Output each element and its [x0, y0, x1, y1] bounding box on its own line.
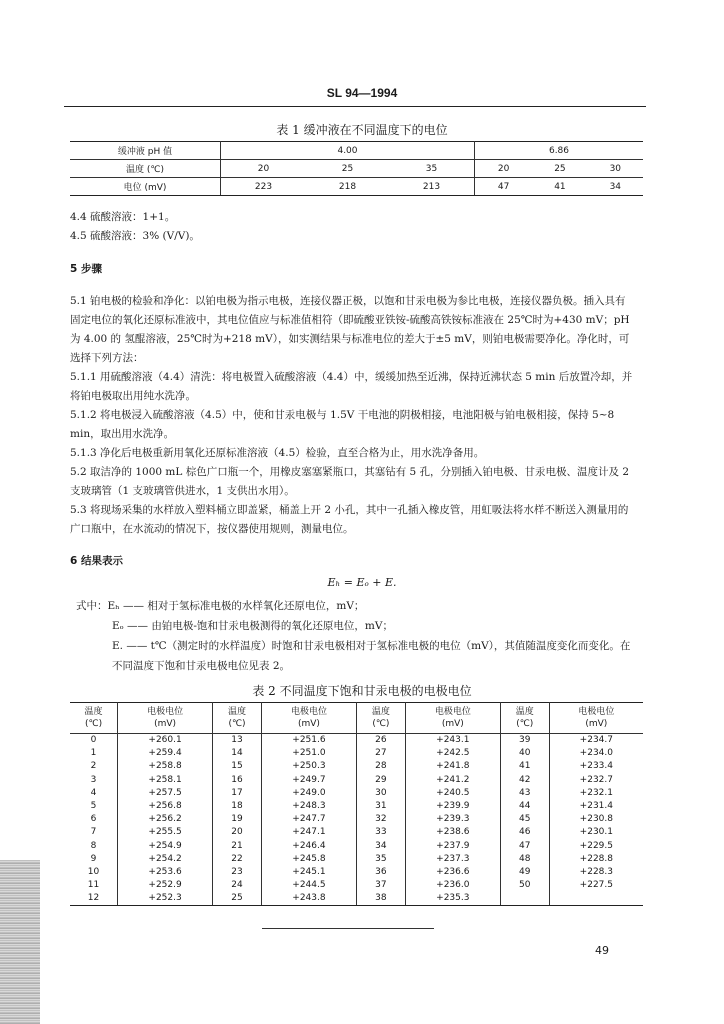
temp-cell: 31 [356, 800, 405, 813]
potential-cell: +245.8 [261, 853, 356, 866]
temp-cell: 40 [500, 747, 549, 760]
temp-cell [500, 892, 549, 906]
potential-cell: +256.8 [118, 800, 213, 813]
potential-cell: +247.1 [261, 826, 356, 839]
potential-cell: +250.3 [261, 760, 356, 773]
table-row [70, 853, 643, 866]
potential-cell: +230.1 [579, 827, 613, 838]
section-5 [70, 260, 635, 539]
footer-rule [262, 928, 434, 929]
header-temp: 温度 (℃) [356, 703, 405, 734]
formula: Eₕ = Eₒ + E. [327, 576, 397, 589]
potential-cell: +247.7 [261, 813, 356, 826]
potential-cell: +259.4 [118, 747, 213, 760]
potential-cell: +237.9 [405, 840, 500, 853]
potential-cell: +234.0 [579, 748, 613, 759]
potential-cell: +245.1 [261, 866, 356, 879]
temp-cell: 15 [213, 760, 262, 773]
potential-cell: +258.1 [118, 774, 213, 787]
scan-artifact [0, 860, 40, 1024]
temp-cell: 43 [500, 787, 549, 800]
temp-cell: 48 [500, 853, 549, 866]
potential-cell: +235.3 [405, 892, 500, 906]
table-row [70, 774, 643, 787]
temp-cell: 44 [500, 800, 549, 813]
table2-body [70, 734, 643, 906]
potential-cell: +246.4 [261, 840, 356, 853]
header-temp: 温度 (℃) [500, 703, 549, 734]
table1-temp-label: 温度 (℃) [70, 160, 221, 178]
temp-cell: 46 [500, 826, 549, 839]
header-rule [64, 106, 646, 107]
potential-cell: +237.3 [405, 853, 500, 866]
potential-cell: +249.7 [261, 774, 356, 787]
potential-cell: +248.3 [261, 800, 356, 813]
table1-ph-label: 缓冲液 pH 值 [70, 142, 221, 160]
table1-row-potential [70, 178, 643, 196]
item-4-5: 4.5 硫酸溶液：3% (V/V)。 [70, 230, 200, 242]
potential-cell: +252.9 [118, 879, 213, 892]
header-temp: 温度 (℃) [213, 703, 262, 734]
table1 [70, 141, 643, 196]
potential-cell: +253.6 [118, 866, 213, 879]
temp-cell: 1 [70, 747, 118, 760]
table1-cell: 20 [475, 160, 533, 178]
table1-pot-label: 电位 (mV) [70, 178, 221, 196]
header-potential: 电极电位 (mV) [405, 703, 500, 734]
potential-cell: +238.6 [405, 826, 500, 839]
temp-cell: 21 [213, 840, 262, 853]
table-row [70, 826, 643, 839]
paragraph-5-1-3: 5.1.3 净化后电极重新用氧化还原标准溶液（4.5）检验，直至合格为止，用水洗净备用。 [70, 447, 485, 459]
header-temp: 温度 (℃) [70, 703, 118, 734]
potential-cell: +232.1 [579, 787, 613, 798]
potential-cell: +254.2 [118, 853, 213, 866]
table-row [70, 866, 643, 879]
temp-cell: 28 [356, 760, 405, 773]
temp-cell: 25 [213, 892, 262, 906]
table1-cell: 35 [389, 160, 474, 178]
potential-cell: +256.2 [118, 813, 213, 826]
potential-cell: +254.9 [118, 840, 213, 853]
table1-cell: 30 [588, 160, 643, 178]
potential-cell: +249.0 [261, 787, 356, 800]
table1-row-temp [70, 160, 643, 178]
temp-cell: 12 [70, 892, 118, 906]
temp-cell: 36 [356, 866, 405, 879]
temp-cell: 24 [213, 879, 262, 892]
potential-cell: +243.8 [261, 892, 356, 906]
table1-cell: 41 [532, 178, 587, 196]
temp-cell: 16 [213, 774, 262, 787]
temp-cell: 39 [500, 734, 549, 748]
potential-cell: +260.1 [118, 734, 213, 748]
temp-cell: 42 [500, 774, 549, 787]
temp-cell: 26 [356, 734, 405, 748]
table2 [70, 702, 643, 906]
temp-cell: 50 [500, 879, 549, 892]
temp-cell: 38 [356, 892, 405, 906]
table1-caption: 表 1 缓冲液在不同温度下的电位 [276, 123, 448, 137]
temp-cell: 41 [500, 760, 549, 773]
temp-cell: 33 [356, 826, 405, 839]
table-row [70, 840, 643, 853]
table1-cell: 218 [306, 178, 389, 196]
temp-cell: 45 [500, 813, 549, 826]
temp-cell: 32 [356, 813, 405, 826]
section-5-heading: 5 步骤 [70, 263, 102, 275]
potential-cell [549, 892, 643, 906]
temp-cell: 9 [70, 853, 118, 866]
paragraph-5-3: 5.3 将现场采集的水样放入塑料桶立即盖紧，桶盖上开 2 小孔，其中一孔插入橡皮管，用虹吸法将水样不断送入测量用的广口瓶中，在水流动的情况下，按仪器使用规则，测量电位。 [70, 504, 629, 535]
table-row [70, 787, 643, 800]
definitions [76, 596, 636, 676]
table2-caption: 表 2 不同温度下饱和甘汞电极的电极电位 [252, 684, 472, 698]
potential-cell: +244.5 [261, 879, 356, 892]
table-row [70, 734, 643, 748]
potential-cell: +229.5 [579, 840, 613, 851]
definition-eo: Eₒ —— 由铂电极-饱和甘汞电极测得的氧化还原电位，mV； [112, 620, 393, 632]
potential-cell: +234.7 [579, 735, 613, 746]
temp-cell: 20 [213, 826, 262, 839]
temp-cell: 3 [70, 774, 118, 787]
table1-cell: 25 [532, 160, 587, 178]
potential-cell: +251.0 [261, 747, 356, 760]
temp-cell: 7 [70, 826, 118, 839]
potential-cell: +232.7 [579, 774, 613, 785]
table1-cell: 20 [221, 160, 306, 178]
temp-cell: 8 [70, 840, 118, 853]
potential-cell: +236.0 [405, 879, 500, 892]
temp-cell: 27 [356, 747, 405, 760]
potential-cell: +230.8 [579, 814, 613, 825]
temp-cell: 19 [213, 813, 262, 826]
potential-cell: +240.5 [405, 787, 500, 800]
potential-cell: +242.5 [405, 747, 500, 760]
potential-cell: +228.8 [579, 853, 613, 864]
temp-cell: 13 [213, 734, 262, 748]
potential-cell: +252.3 [118, 892, 213, 906]
table1-cell: 34 [588, 178, 643, 196]
header-potential: 电极电位 (mV) [261, 703, 356, 734]
potential-cell: +255.5 [118, 826, 213, 839]
temp-cell: 37 [356, 879, 405, 892]
header-potential: 电极电位 (mV) [118, 703, 213, 734]
paragraph-5-2: 5.2 取洁净的 1000 mL 棕色广口瓶一个，用橡皮塞塞紧瓶口，其塞钻有 5 孔，分别插入铂电极、甘汞电极、温度计及 2 支玻璃管（1 支玻璃管供进水，1 支供出水用）。 [70, 466, 630, 497]
potential-cell: +236.6 [405, 866, 500, 879]
definition-eh: 式中：Eₕ —— 相对于氢标准电极的水样氧化还原电位，mV； [76, 600, 365, 612]
definition-e: E. —— t℃（测定时的水样温度）时饱和甘汞电极相对于氢标准电极的电位（mV），其值随温度变化而变化。在不同温度下饱和甘汞电极电位见表 2。 [112, 640, 631, 672]
temp-cell: 23 [213, 866, 262, 879]
temp-cell: 47 [500, 840, 549, 853]
section-6-heading: 6 结果表示 [70, 555, 123, 567]
temp-cell: 14 [213, 747, 262, 760]
page-number: 49 [595, 944, 609, 957]
potential-cell: +257.5 [118, 787, 213, 800]
items-4-block [70, 208, 635, 246]
section-6-heading-wrap [70, 552, 635, 571]
table-row [70, 879, 643, 892]
potential-cell: +258.8 [118, 760, 213, 773]
table-row [70, 747, 643, 760]
table-row [70, 800, 643, 813]
page-header: SL 94—1994 [326, 86, 398, 100]
table1-ph-value: 4.00 [221, 142, 475, 160]
potential-cell: +231.4 [579, 801, 613, 812]
temp-cell: 2 [70, 760, 118, 773]
table-row [70, 892, 643, 906]
potential-cell: +243.1 [405, 734, 500, 748]
temp-cell: 10 [70, 866, 118, 879]
temp-cell: 34 [356, 840, 405, 853]
paragraph-5-1: 5.1 铂电极的检验和净化：以铂电极为指示电极，连接仪器正极，以饱和甘汞电极为参比电极，连接仪器负极。插入具有固定电位的氧化还原标准液中，其电位值应与标准值相符（即硫酸亚铁铵-硫酸高铁铵标准液在 25℃时为+430 mV；pH 为 4.00 的 氢醌溶液，25℃时为+218 mV），如实测结果与标准电位的差大于±5 mV，则铂电极需要净化。净化时，可选择下列方法： [70, 295, 630, 364]
temp-cell: 35 [356, 853, 405, 866]
potential-cell: +228.3 [579, 866, 613, 877]
header-potential: 电极电位 (mV) [549, 703, 643, 734]
temp-cell: 17 [213, 787, 262, 800]
potential-cell: +241.8 [405, 760, 500, 773]
temp-cell: 30 [356, 787, 405, 800]
potential-cell: +239.3 [405, 813, 500, 826]
table1-ph-value: 6.86 [475, 142, 644, 160]
paragraph-5-1-1: 5.1.1 用硫酸溶液（4.4）清洗：将电极置入硫酸溶液（4.4）中，缓缓加热至近沸，保持近沸状态 5 min 后放置冷却，并将铂电极取出用纯水洗净。 [70, 371, 633, 402]
table1-cell: 223 [221, 178, 306, 196]
table-row [70, 813, 643, 826]
temp-cell: 4 [70, 787, 118, 800]
temp-cell: 22 [213, 853, 262, 866]
item-4-4: 4.4 硫酸溶液：1+1。 [70, 211, 176, 223]
temp-cell: 0 [70, 734, 118, 748]
table1-cell: 25 [306, 160, 389, 178]
table1-cell: 47 [475, 178, 533, 196]
table2-header [70, 703, 643, 734]
temp-cell: 29 [356, 774, 405, 787]
temp-cell: 49 [500, 866, 549, 879]
table1-row-ph [70, 142, 643, 160]
temp-cell: 5 [70, 800, 118, 813]
table-row [70, 760, 643, 773]
temp-cell: 18 [213, 800, 262, 813]
paragraph-5-1-2: 5.1.2 将电极浸入硫酸溶液（4.5）中，使和甘汞电极与 1.5V 干电池的阴极相接，电池阳极与铂电极相接，保持 5~8 min，取出用水洗净。 [70, 409, 615, 440]
temp-cell: 11 [70, 879, 118, 892]
potential-cell: +233.4 [579, 761, 613, 772]
temp-cell: 6 [70, 813, 118, 826]
potential-cell: +251.6 [261, 734, 356, 748]
potential-cell: +239.9 [405, 800, 500, 813]
potential-cell: +241.2 [405, 774, 500, 787]
table1-cell: 213 [389, 178, 474, 196]
potential-cell: +227.5 [579, 880, 613, 891]
